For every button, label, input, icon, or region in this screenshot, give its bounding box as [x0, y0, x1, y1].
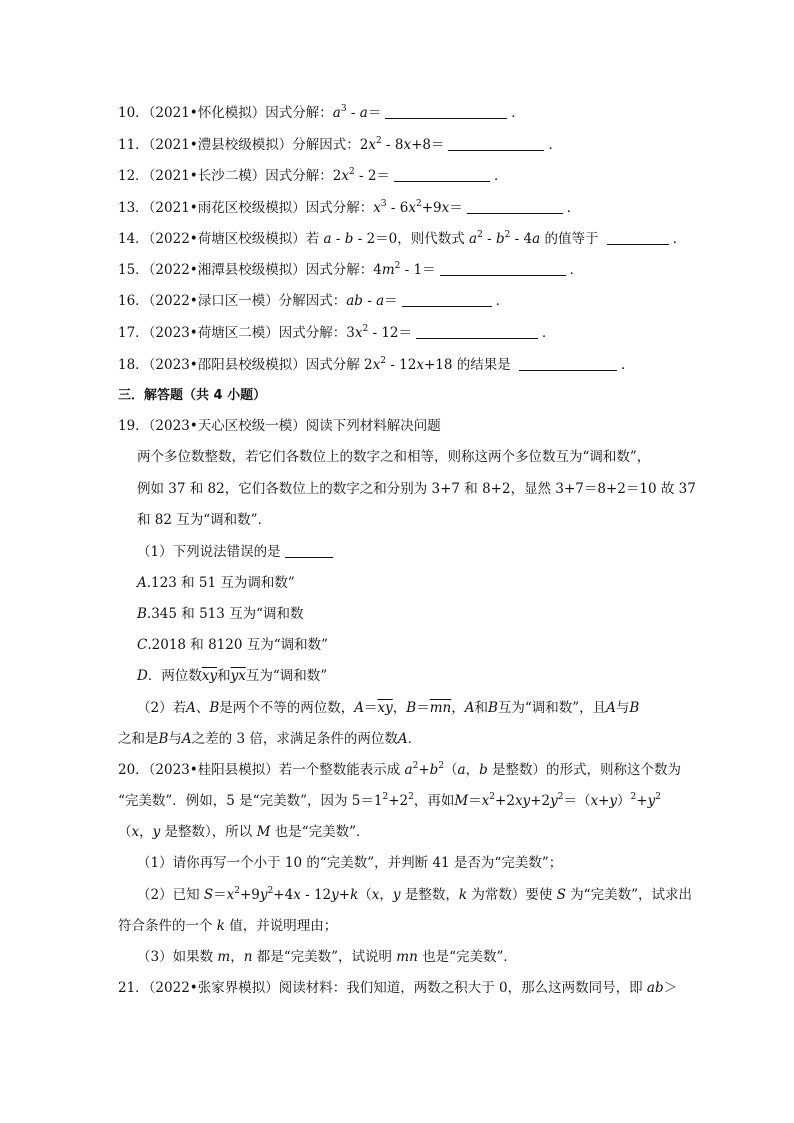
text-span: y [259, 887, 268, 903]
exponent: 3 [340, 104, 347, 114]
text-span: ） [617, 793, 631, 809]
q17-text: 17．（2023•荷塘区二模）因式分解：3 [118, 325, 355, 341]
period: ． [566, 200, 581, 216]
question-12 [118, 166, 507, 186]
option-text: .123 和 51 互为调和数” [146, 575, 295, 591]
question-17 [118, 323, 556, 343]
text-span: +4 [273, 887, 294, 903]
q14-text: 14．（2022•荷塘区校级模拟）若 [118, 231, 324, 247]
q14-text: - 4 [510, 231, 533, 247]
text-span: A [181, 731, 192, 747]
section-heading: 三．解答题（共 4 小题） [118, 388, 267, 403]
q14-text: 的值等于 [540, 231, 603, 247]
var-x: x [408, 200, 416, 216]
overline-xy: $\overline{xy}$ [201, 668, 218, 684]
minus: - [362, 293, 377, 309]
period: ． [672, 231, 687, 247]
text-span: （2）若 [137, 700, 187, 716]
text-span: 2 [557, 792, 564, 802]
text-span: B [158, 731, 169, 747]
exponent: 2 [362, 324, 369, 334]
question-18 [118, 355, 635, 375]
text-span: 是整数）的形式，则称这个数为 [487, 762, 682, 778]
q11-text: - 8 [381, 137, 404, 153]
text-span: 之差的 3 倍，求满足条件的两位数 [191, 731, 398, 747]
minus: - [346, 105, 360, 121]
text-span: x [481, 793, 490, 809]
var-x: x [368, 137, 376, 153]
text-span: 符合条件的一个 [118, 918, 217, 934]
text-span: （ [444, 762, 458, 778]
text-span: 2 [234, 886, 240, 896]
option-label: B [137, 606, 147, 622]
text-span: 是两个不等的两位数， [219, 700, 355, 716]
exponent: 2 [415, 199, 422, 209]
q18-text: +18 的结果是 [423, 357, 516, 373]
q20-subquestion-2 [137, 885, 692, 905]
text-span: （ [118, 824, 132, 840]
text-span: ab [646, 980, 664, 996]
answer-blank[interactable] [394, 167, 490, 182]
text-span: A [186, 700, 196, 716]
text-span: a [457, 762, 466, 778]
q18-text: - 12 [386, 357, 417, 373]
text-span: k [350, 887, 359, 903]
q19-paragraph: 两个多位数整数，若它们各数位上的数字之和相等，则称这两个多位数互为“调和数”， [137, 449, 651, 465]
option-a[interactable] [137, 573, 295, 593]
text-span: 为常数）要使 [467, 887, 557, 903]
answer-blank[interactable] [467, 199, 563, 214]
exponent: 2 [375, 136, 382, 146]
answer-blank[interactable] [448, 136, 544, 151]
option-text: 互为“调和数” [245, 668, 328, 684]
text-span: B [209, 700, 220, 716]
q13-text: ＝ [449, 200, 463, 216]
text-span: ， [451, 700, 465, 716]
q19-paragraph: 例如 37 和 82，它们各数位上的数字之和分别为 3+7 和 8+2，显然 3+7＝8+2＝10 故 37 [137, 481, 696, 497]
text-span: 2 [408, 792, 414, 802]
text-span: A [354, 700, 365, 716]
var-x: x [341, 168, 349, 184]
exponent: 2 [477, 230, 483, 240]
text-span: 与 [615, 700, 630, 716]
var-a: a [469, 231, 478, 247]
q18-text: 18．（2023•邵阳县校级模拟）因式分解 2 [118, 357, 373, 373]
text-span: +9 [240, 887, 260, 903]
text-span: + [636, 793, 648, 809]
answer-blank[interactable] [402, 292, 492, 307]
text-span: ＝ [416, 700, 430, 716]
q12-text: - 2＝ [354, 168, 390, 184]
option-label: D [137, 668, 148, 684]
question-14 [118, 229, 686, 249]
text-span: 之和是 [118, 731, 159, 747]
text-span: mn [396, 949, 418, 965]
var-x: x [373, 200, 381, 216]
text-span: S [556, 887, 566, 903]
option-text: .2018 和 8120 互为“调和数” [147, 637, 329, 653]
var-a: a [359, 105, 368, 121]
text-span: A [464, 700, 475, 716]
text-span: （2）已知 [137, 887, 204, 903]
var-x: x [416, 357, 424, 373]
q11-text: 11．（2021•澧县校级模拟）分解因式：2 [118, 137, 369, 153]
q15-text: - 1＝ [400, 262, 436, 278]
text-span: x [293, 887, 301, 903]
text-span: + [598, 793, 610, 809]
period: ． [621, 357, 635, 373]
option-label: A [137, 575, 147, 591]
question-11 [118, 135, 562, 155]
text-span: 是整数），所以 [160, 824, 257, 840]
text-span: + [338, 887, 351, 903]
text-span: n [243, 949, 253, 965]
period: ． [542, 325, 556, 341]
text-span: y [550, 793, 558, 809]
q10-text: 10．（2021•怀化模拟）因式分解： [118, 105, 333, 121]
text-span: +2 [530, 793, 551, 809]
var-a: a [532, 231, 541, 247]
answer-blank[interactable] [385, 104, 507, 119]
text-span: ， [465, 762, 480, 778]
q20-subquestion-3 [137, 947, 517, 967]
text-span: B [487, 700, 498, 716]
var-b: b [496, 231, 505, 247]
q20-subquestion-2-cont [118, 916, 337, 936]
q13-text: - 6 [386, 200, 409, 216]
text-span: ＝（ [563, 793, 591, 809]
text-span: x [131, 824, 140, 840]
answer-blank[interactable] [285, 543, 333, 558]
text-span: 是整数， [400, 887, 459, 903]
exponent: 2 [348, 167, 355, 177]
option-c[interactable] [137, 635, 328, 655]
answer-blank[interactable] [519, 356, 617, 371]
text-span: xy [514, 793, 531, 809]
question-13 [118, 198, 580, 218]
var-x: x [403, 137, 412, 153]
q15-text: 15．（2022•湘潭县校级模拟）因式分解：4 [118, 262, 382, 278]
minus: - [482, 231, 496, 247]
q20-line-3 [118, 822, 370, 842]
q12-text: 12．（2021•长沙二模）因式分解：2 [118, 168, 342, 184]
minus: - [331, 231, 345, 247]
q19-paragraph: 和 82 互为“调和数”． [137, 512, 272, 528]
period: ． [548, 137, 562, 153]
text-span: M [454, 793, 469, 809]
q19-subquestion-1 [137, 542, 337, 562]
question-19-title: 19．（2023•天心区校级一模）阅读下列材料解决问题 [118, 418, 441, 434]
text-span: 、 [195, 700, 210, 716]
q16-text: 16．（2022•渌口区一模）分解因式： [118, 293, 347, 309]
text-span: 20．（2023•桂阳县模拟）若一个整数能表示成 [118, 762, 405, 778]
q19-subquestion-2 [137, 698, 639, 718]
text-span: 2 [489, 792, 496, 802]
question-15 [118, 260, 583, 280]
text-span: A [397, 731, 408, 747]
text-span: 值，并说明理由； [224, 918, 338, 934]
text-span: M [256, 824, 271, 840]
answer-blank[interactable] [440, 261, 566, 276]
text-span: 也是“完美数”． [417, 949, 517, 965]
text-span: 21．（2022•张家界模拟）阅读材料：我们知道，两数之积大于 0，那么这两数同号，即 [118, 980, 647, 996]
text-span: x [226, 887, 235, 903]
text-span: b [479, 762, 488, 778]
period: ． [569, 262, 584, 278]
text-span: + [418, 762, 430, 778]
text-span: 都是“完美数”，试说明 [252, 949, 397, 965]
text-span: y [647, 793, 656, 809]
text-span: 互为“调和数”，且 [497, 700, 607, 716]
text-span: +2 [495, 793, 515, 809]
text-span: 也是“完美数”． [270, 824, 370, 840]
question-21 [118, 978, 677, 998]
var-x: x [441, 200, 450, 216]
period: ． [495, 293, 510, 309]
text-span: y [331, 887, 339, 903]
text-span: 2 [382, 792, 389, 802]
question-20-title [118, 760, 681, 780]
var-x: x [372, 357, 381, 373]
question-10 [118, 103, 525, 123]
option-d[interactable] [137, 666, 327, 686]
exponent: 2 [380, 356, 386, 366]
var-b: b [344, 231, 354, 247]
option-text: ．两位数 [147, 668, 202, 684]
text-span: m [217, 949, 231, 965]
text-span: ＝ [213, 887, 227, 903]
text-span: ＝ [468, 793, 482, 809]
q13-text: +9 [421, 200, 442, 216]
text-span: 2 [438, 761, 445, 771]
q19-s1-text: （1）下列说法错误的是 [137, 544, 281, 560]
exponent: 2 [504, 230, 511, 240]
var-a: a [376, 293, 385, 309]
exponent: 3 [380, 199, 387, 209]
q14-text: - 2＝0，则代数式 [353, 231, 470, 247]
q19-subquestion-2-cont [118, 729, 421, 749]
text-span: 和 [474, 700, 488, 716]
option-b[interactable] [137, 604, 304, 624]
equals: ＝ [384, 293, 398, 309]
option-text: 和 [217, 668, 231, 684]
text-span: A [606, 700, 616, 716]
option-label: C [137, 637, 148, 653]
var-a: a [323, 231, 332, 247]
text-span: ＝ [364, 700, 378, 716]
text-span: ， [139, 824, 153, 840]
var-ab: ab [346, 293, 363, 309]
text-span: - 12 [300, 887, 332, 903]
var-x: x [354, 325, 363, 341]
text-span: x [590, 793, 599, 809]
text-span: （ [358, 887, 372, 903]
text-span: k [458, 887, 468, 903]
q11-text: +8＝ [411, 137, 445, 153]
text-span: 为“完美数”，试求出 [565, 887, 692, 903]
text-span: ，再如 [413, 793, 455, 809]
option-text: .345 和 513 互为“调和数 [146, 606, 304, 622]
overline-xy: $\overline{xy}$ [377, 700, 393, 716]
text-span: k [216, 918, 225, 934]
text-span: a [404, 762, 413, 778]
period: ． [493, 168, 508, 184]
text-span: ， [392, 700, 407, 716]
q13-text: 13．（2021•雨花区校级模拟）因式分解： [118, 200, 374, 216]
text-span: S [203, 887, 214, 903]
text-span: 2 [267, 886, 274, 896]
text-span: ＞ [663, 980, 678, 996]
exponent: 2 [394, 261, 401, 271]
text-span: 2 [630, 792, 637, 802]
answer-blank[interactable] [416, 324, 538, 339]
text-span: ， [230, 949, 244, 965]
text-span: 2 [655, 792, 661, 802]
text-span: 2 [412, 761, 419, 771]
overline-mn: $\overline{mn}$ [429, 700, 452, 716]
text-span: （3）如果数 [137, 949, 218, 965]
q20-line-2 [118, 791, 661, 811]
answer-blank[interactable] [607, 230, 669, 245]
equals: ＝ [367, 105, 382, 121]
var-a: a [332, 105, 341, 121]
text-span: b [429, 762, 439, 778]
q17-text: - 12＝ [368, 325, 413, 341]
period: ． [511, 105, 525, 121]
question-16 [118, 291, 509, 311]
text-span: 与 [168, 731, 182, 747]
text-span: y [609, 793, 618, 809]
var-m: m [381, 262, 395, 278]
text-span: +2 [388, 793, 409, 809]
text-span: B [629, 700, 640, 716]
text-span: B [406, 700, 417, 716]
text-span: y [392, 887, 401, 903]
text-span: x [371, 887, 380, 903]
text-span: ， [379, 887, 393, 903]
q20-subquestion-1: （1）请你再写一个小于 10 的“完美数”，并判断 41 是否为“完美数”； [137, 855, 563, 871]
text-span: ． [407, 731, 422, 747]
text-span: “完美数”．例如，5 是“完美数”，因为 5＝1 [118, 793, 383, 809]
text-span: y [152, 824, 161, 840]
overline-yx: $\overline{yx}$ [230, 668, 246, 684]
